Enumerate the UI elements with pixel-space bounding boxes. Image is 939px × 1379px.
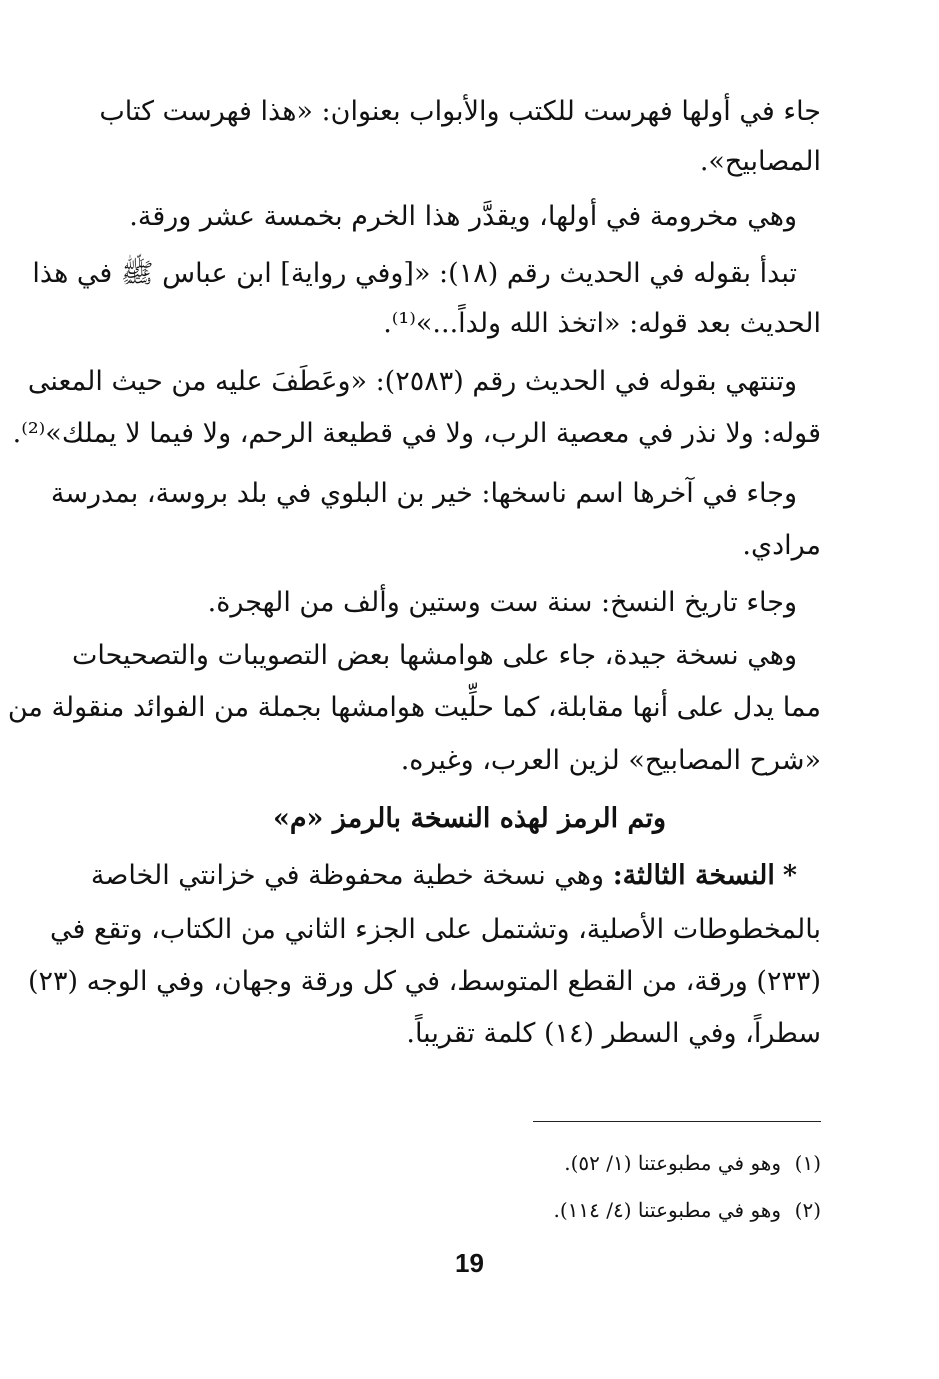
footnote-number: (٢) bbox=[794, 1198, 821, 1222]
footnote bbox=[118, 1148, 821, 1178]
body-line: جاء في أولها فهرست للكتب والأبواب بعنوان: «هذا فهرست كتاب bbox=[99, 96, 821, 127]
footnote-number: (١) bbox=[794, 1151, 821, 1175]
body-line: وجاء تاريخ النسخ: سنة ست وستين وألف من الهجرة. bbox=[207, 587, 797, 618]
body-line: وجاء في آخرها اسم ناسخها: خير بن البلوي في بلد بروسة، بمدرسة bbox=[50, 478, 797, 509]
body-line: (٢٣٣) ورقة، من القطع المتوسط، في كل ورقة وجهان، وفي الوجه (٢٣) bbox=[27, 966, 821, 997]
third-copy-text: وهي نسخة خطية محفوظة في خزانتي الخاصة bbox=[90, 860, 605, 891]
body-line: سطراً، وفي السطر (١٤) كلمة تقريباً. bbox=[406, 1018, 821, 1049]
footnote-text: وهو في مطبوعتنا (٤/ ١١٤). bbox=[553, 1198, 781, 1222]
body-line: وهي نسخة جيدة، جاء على هوامشها بعض التصويبات والتصحيحات bbox=[71, 640, 797, 671]
body-line: وهي مخرومة في أولها، ويقدَّر هذا الخرم بخمسة عشر ورقة. bbox=[129, 201, 797, 232]
body-line: وتنتهي بقوله في الحديث رقم (٢٥٨٣): «وعَطَفَ عليه من حيث المعنى bbox=[27, 366, 797, 397]
body-line: بالمخطوطات الأصلية، وتشتمل على الجزء الثاني من الكتاب، وتقع في bbox=[49, 914, 821, 945]
third-copy-first-line bbox=[90, 856, 821, 896]
body-line: تبدأ بقوله في الحديث رقم (١٨): «[وفي رواية] ابن عباس ﷺ في هذا bbox=[32, 258, 797, 289]
body-line: قوله: ولا نذر في معصية الرب، ولا في قطيعة الرحم، ولا فيما لا يملك»⁽²⁾. bbox=[12, 418, 821, 449]
symbol-heading: وتم الرمز لهذه النسخة بالرمز «م» bbox=[272, 803, 667, 834]
footnote-text: وهو في مطبوعتنا (١/ ٥٢). bbox=[564, 1151, 781, 1175]
body-line: مما يدل على أنها مقابلة، كما حلِّيت هوامشها بجملة من الفوائد منقولة من bbox=[7, 692, 821, 723]
body-line: المصابيح». bbox=[699, 146, 821, 177]
body-line: الحديث بعد قوله: «اتخذ الله ولداً...»⁽¹⁾. bbox=[383, 308, 821, 339]
page-number: 19 bbox=[455, 1248, 484, 1278]
footnote-separator bbox=[533, 1121, 821, 1122]
bullet-star: * bbox=[782, 860, 797, 891]
body-line: «شرح المصابيح» لزين العرب، وغيره. bbox=[400, 745, 821, 776]
third-copy-label: النسخة الثالثة: bbox=[612, 860, 775, 891]
body-line: مرادي. bbox=[742, 530, 821, 561]
footnote bbox=[118, 1195, 821, 1225]
